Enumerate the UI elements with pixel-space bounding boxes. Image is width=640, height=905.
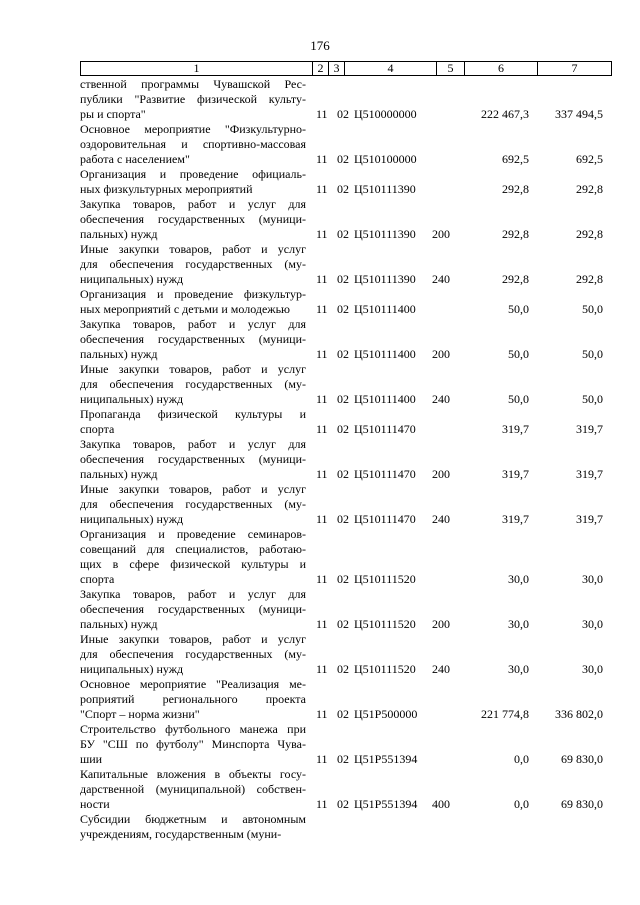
section-code: 11 (316, 707, 328, 721)
description-line: Иные закупки товаров, работ и услуг (80, 242, 306, 256)
table-row (80, 362, 611, 407)
subsection-code: 02 (337, 752, 349, 766)
subsection-code: 02 (337, 707, 349, 721)
target-article-code: Ц51P500000 (354, 707, 418, 721)
description-line: Иные закупки товаров, работ и услуг (80, 482, 306, 496)
row-description (80, 167, 306, 197)
subsection-code: 02 (337, 467, 349, 481)
target-article-code: Ц51P551394 (354, 752, 418, 766)
target-article-code: Ц510111390 (354, 272, 416, 286)
amount-year-1: 221 774,8 (481, 707, 529, 721)
amount-year-1: 50,0 (508, 392, 529, 406)
description-line: для обеспечения государственных (му- (80, 377, 306, 391)
amount-year-2: 69 830,0 (561, 797, 603, 811)
section-code: 11 (316, 752, 328, 766)
amount-year-2: 50,0 (582, 347, 603, 361)
description-line: ных мероприятий с детьми и молодежью (80, 302, 291, 316)
description-line: спорта (80, 422, 115, 436)
description-line: спорта (80, 572, 115, 586)
column-header-5: 5 (437, 62, 465, 76)
expense-type-code: 240 (432, 662, 450, 676)
section-code: 11 (316, 227, 328, 241)
table-row (80, 482, 611, 527)
amount-year-1: 319,7 (502, 467, 529, 481)
amount-year-1: 50,0 (508, 302, 529, 316)
row-description (80, 317, 306, 362)
description-line: Основное мероприятие "Реализация ме- (80, 677, 306, 691)
amount-year-1: 0,0 (514, 752, 529, 766)
description-line: Строительство футбольного манежа при (80, 722, 306, 736)
row-description (80, 77, 306, 122)
table-row (80, 437, 611, 482)
amount-year-2: 30,0 (582, 617, 603, 631)
amount-year-1: 319,7 (502, 512, 529, 526)
subsection-code: 02 (337, 797, 349, 811)
table-row (80, 767, 611, 812)
amount-year-1: 222 467,3 (481, 107, 529, 121)
target-article-code: Ц510111400 (354, 302, 416, 316)
section-code: 11 (316, 572, 328, 586)
amount-year-2: 336 802,0 (555, 707, 603, 721)
column-header-1: 1 (81, 62, 313, 76)
row-description (80, 362, 306, 407)
row-description (80, 767, 306, 812)
row-description (80, 722, 306, 767)
description-line: "Спорт – норма жизни" (80, 707, 200, 721)
amount-year-1: 692,5 (502, 152, 529, 166)
table-row (80, 122, 611, 167)
amount-year-1: 319,7 (502, 422, 529, 436)
budget-table-body (80, 77, 611, 842)
target-article-code: Ц510111390 (354, 227, 416, 241)
table-row (80, 167, 611, 197)
row-description (80, 197, 306, 242)
description-line: Иные закупки товаров, работ и услуг (80, 632, 306, 646)
section-code: 11 (316, 467, 328, 481)
description-line: БУ "СШ по футболу" Минспорта Чува- (80, 737, 306, 751)
description-line: Организация и проведение семинаров- (80, 527, 306, 541)
table-row (80, 812, 611, 842)
section-code: 11 (316, 107, 328, 121)
description-line: совещаний для специалистов, работаю- (80, 542, 306, 556)
target-article-code: Ц510111470 (354, 467, 416, 481)
subsection-code: 02 (337, 392, 349, 406)
description-line: ных физкультурных мероприятий (80, 182, 253, 196)
section-code: 11 (316, 152, 328, 166)
table-row (80, 197, 611, 242)
table-row (80, 242, 611, 287)
description-line: Иные закупки товаров, работ и услуг (80, 362, 306, 376)
description-line: публики "Развитие физической культу- (80, 92, 306, 106)
section-code: 11 (316, 797, 328, 811)
subsection-code: 02 (337, 662, 349, 676)
description-line: ности (80, 797, 110, 811)
description-line: Капитальные вложения в объекты госу- (80, 767, 306, 781)
description-line: обеспечения государственных (муници- (80, 332, 306, 346)
amount-year-2: 30,0 (582, 662, 603, 676)
table-row (80, 632, 611, 677)
description-line: шии (80, 752, 103, 766)
section-code: 11 (316, 617, 328, 631)
subsection-code: 02 (337, 512, 349, 526)
row-description (80, 632, 306, 677)
table-row (80, 77, 611, 122)
column-header-2: 2 (313, 62, 329, 76)
description-line: для обеспечения государственных (му- (80, 497, 306, 511)
row-description (80, 287, 306, 317)
expense-type-code: 200 (432, 467, 450, 481)
target-article-code: Ц51P551394 (354, 797, 418, 811)
column-header-3: 3 (329, 62, 345, 76)
description-line: Закупка товаров, работ и услуг для (80, 587, 306, 601)
description-line: Организация и проведение физкультур- (80, 287, 306, 301)
amount-year-2: 337 494,5 (555, 107, 603, 121)
description-line: оздоровительная и спортивно-массовая (80, 137, 306, 151)
description-line: пальных) нужд (80, 227, 158, 241)
expense-type-code: 200 (432, 347, 450, 361)
column-header-table (80, 61, 612, 76)
section-code: 11 (316, 347, 328, 361)
description-line: роприятий регионального проекта (80, 692, 306, 706)
section-code: 11 (316, 512, 328, 526)
amount-year-2: 292,8 (576, 227, 603, 241)
target-article-code: Ц510111520 (354, 662, 416, 676)
description-line: ниципальных) нужд (80, 662, 184, 676)
subsection-code: 02 (337, 227, 349, 241)
table-row (80, 317, 611, 362)
description-line: пальных) нужд (80, 617, 158, 631)
target-article-code: Ц510111470 (354, 422, 416, 436)
expense-type-code: 240 (432, 512, 450, 526)
row-description (80, 587, 306, 632)
row-description (80, 677, 306, 722)
subsection-code: 02 (337, 272, 349, 286)
subsection-code: 02 (337, 422, 349, 436)
expense-type-code: 240 (432, 392, 450, 406)
description-line: Основное мероприятие "Физкультурно- (80, 122, 306, 136)
page-number: 176 (310, 38, 330, 53)
amount-year-2: 292,8 (576, 272, 603, 286)
amount-year-2: 50,0 (582, 302, 603, 316)
description-line: обеспечения государственных (муници- (80, 212, 306, 226)
subsection-code: 02 (337, 107, 349, 121)
amount-year-2: 319,7 (576, 512, 603, 526)
section-code: 11 (316, 272, 328, 286)
section-code: 11 (316, 662, 328, 676)
amount-year-2: 292,8 (576, 182, 603, 196)
description-line: Субсидии бюджетным и автономным (80, 812, 306, 826)
amount-year-1: 292,8 (502, 182, 529, 196)
description-line: ственной программы Чувашской Рес- (80, 77, 306, 91)
description-line: Закупка товаров, работ и услуг для (80, 437, 306, 451)
row-description (80, 122, 306, 167)
subsection-code: 02 (337, 152, 349, 166)
description-line: обеспечения государственных (муници- (80, 602, 306, 616)
description-line: учреждениям, государственным (муни- (80, 827, 282, 841)
amount-year-1: 30,0 (508, 572, 529, 586)
column-header-row (81, 62, 612, 76)
row-description (80, 407, 306, 437)
target-article-code: Ц510111400 (354, 392, 416, 406)
section-code: 11 (316, 422, 328, 436)
description-line: ниципальных) нужд (80, 512, 184, 526)
expense-type-code: 240 (432, 272, 450, 286)
amount-year-1: 292,8 (502, 272, 529, 286)
table-row (80, 587, 611, 632)
description-line: работа с населением" (80, 152, 190, 166)
section-code: 11 (316, 392, 328, 406)
target-article-code: Ц510100000 (354, 152, 417, 166)
amount-year-2: 319,7 (576, 422, 603, 436)
section-code: 11 (316, 302, 328, 316)
column-header-4: 4 (345, 62, 437, 76)
amount-year-2: 50,0 (582, 392, 603, 406)
amount-year-1: 30,0 (508, 617, 529, 631)
description-line: ры и спорта" (80, 107, 146, 121)
section-code: 11 (316, 182, 328, 196)
description-line: пальных) нужд (80, 347, 158, 361)
amount-year-1: 0,0 (514, 797, 529, 811)
description-line: Пропаганда физической культуры и (80, 407, 306, 421)
description-line: ниципальных) нужд (80, 392, 184, 406)
description-line: пальных) нужд (80, 467, 158, 481)
target-article-code: Ц510111400 (354, 347, 416, 361)
amount-year-1: 50,0 (508, 347, 529, 361)
subsection-code: 02 (337, 347, 349, 361)
row-description (80, 527, 306, 587)
description-line: дарственной (муниципальной) собствен- (80, 782, 306, 796)
table-row (80, 527, 611, 587)
description-line: Закупка товаров, работ и услуг для (80, 317, 306, 331)
expense-type-code: 200 (432, 227, 450, 241)
description-line: обеспечения государственных (муници- (80, 452, 306, 466)
amount-year-2: 319,7 (576, 467, 603, 481)
subsection-code: 02 (337, 182, 349, 196)
amount-year-1: 292,8 (502, 227, 529, 241)
target-article-code: Ц510111390 (354, 182, 416, 196)
row-description (80, 437, 306, 482)
description-line: ниципальных) нужд (80, 272, 184, 286)
description-line: Закупка товаров, работ и услуг для (80, 197, 306, 211)
subsection-code: 02 (337, 617, 349, 631)
target-article-code: Ц510111520 (354, 617, 416, 631)
table-row (80, 407, 611, 437)
subsection-code: 02 (337, 572, 349, 586)
table-row (80, 722, 611, 767)
description-line: для обеспечения государственных (му- (80, 257, 306, 271)
table-row (80, 287, 611, 317)
row-description (80, 812, 306, 842)
target-article-code: Ц510111470 (354, 512, 416, 526)
subsection-code: 02 (337, 302, 349, 316)
description-line: для обеспечения государственных (му- (80, 647, 306, 661)
description-line: Организация и проведение официаль- (80, 167, 306, 181)
amount-year-2: 69 830,0 (561, 752, 603, 766)
target-article-code: Ц510000000 (354, 107, 417, 121)
target-article-code: Ц510111520 (354, 572, 416, 586)
expense-type-code: 400 (432, 797, 450, 811)
column-header-7: 7 (538, 62, 612, 76)
amount-year-2: 30,0 (582, 572, 603, 586)
description-line: щих в сфере физической культуры и (80, 557, 306, 571)
table-row (80, 677, 611, 722)
column-header-6: 6 (465, 62, 538, 76)
expense-type-code: 200 (432, 617, 450, 631)
row-description (80, 482, 306, 527)
row-description (80, 242, 306, 287)
amount-year-2: 692,5 (576, 152, 603, 166)
amount-year-1: 30,0 (508, 662, 529, 676)
